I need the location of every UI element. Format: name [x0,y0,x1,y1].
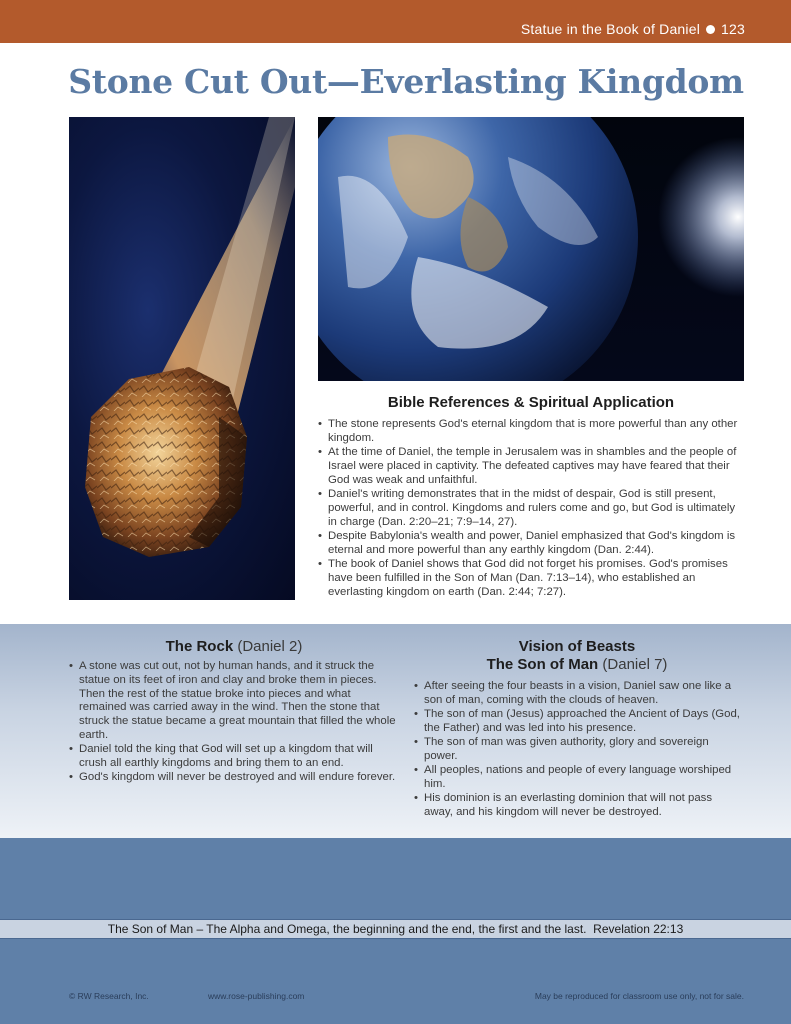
references-list [318,418,744,600]
references-title: Bible References & Spiritual Application [387,394,675,411]
rock-title-main: The Rock [165,638,234,655]
list-item: • The son of man was given authority, glory and sovereign power. [414,736,744,764]
list-item: • All peoples, nations and people of every language worshiped him. [414,764,744,792]
beasts-title-main: The Son of Man [486,656,599,673]
meteor-illustration [69,117,295,600]
list-item: • At the time of Daniel, the temple in Jerusalem was in shambles and the people of Israel were placed in captivity. The defeated captives may have feared that their God was weak and unfaithful. [318,446,744,487]
meteor-image [69,117,295,600]
earth-image [318,117,744,381]
list-item: • Daniel's writing demonstrates that in the midst of despair, God is still present, powerful, and in control. Kingdoms and rulers come and go, but God is ultimately in charge (Dan. 2:20–21; 7:9–14, 27). [318,488,744,529]
list-item: • The stone represents God's eternal kingdom that is more powerful than any other kingdom. [318,418,744,446]
beasts-title-ref: (Daniel 7) [598,656,668,673]
list-item: • The book of Daniel shows that God did not forget his promises. God's promises have been fulfilled in the Son of Man (Dan. 7:13–14), who established an everlasting kingdom on earth (Dan. 2:44; 7:27). [318,558,744,599]
beasts-list [414,680,744,820]
list-item: • The son of man (Jesus) approached the Ancient of Days (God, the Father) and was led into his presence. [414,708,744,736]
footer-website[interactable]: www.rose-publishing.com [208,991,305,1001]
running-title: Statue in the Book of Daniel [520,21,701,37]
beasts-title-line1: Vision of Beasts [518,638,636,655]
list-item: • His dominion is an everlasting dominion that will not pass away, and his kingdom will never be destroyed. [414,792,744,820]
quote-text: The Son of Man – The Alpha and Omega, the beginning and the end, the first and the last. Revelation 22:13 [107,922,684,936]
footer-copyright: © RW Research, Inc. [69,991,149,1001]
beasts-section-title [412,638,742,674]
rock-title-ref: (Daniel 2) [233,638,303,655]
list-item: • God's kingdom will never be destroyed and will endure forever. [69,771,399,785]
running-header [521,21,745,37]
bullet-dot-icon [706,25,715,34]
earth-illustration [318,117,744,381]
page-title: Stone Cut Out—Everlasting Kingdom [68,62,744,101]
page-number: 123 [721,21,745,37]
list-item: • A stone was cut out, not by human hands, and it struck the statue on its feet of iron and clay and broke them in pieces. Then the rest of the statue broke into pieces and what remained was carried away in the wind. Then the stone that struck the statue became a great mountain that filled the whole earth. [69,660,399,743]
footer-notice: May be reproduced for classroom use only, not for sale. [534,991,744,1001]
list-item: • Despite Babylonia's wealth and power, Daniel emphasized that God's kingdom is eternal and more powerful than any earthly kingdom (Dan. 2:44). [318,530,744,558]
rock-section-title [69,638,399,656]
rock-list [69,660,399,786]
list-item: • After seeing the four beasts in a vision, Daniel saw one like a son of man, coming with the clouds of heaven. [414,680,744,708]
list-item: • Daniel told the king that God will set up a kingdom that will crush all earthly kingdoms and bring them to an end. [69,743,399,771]
